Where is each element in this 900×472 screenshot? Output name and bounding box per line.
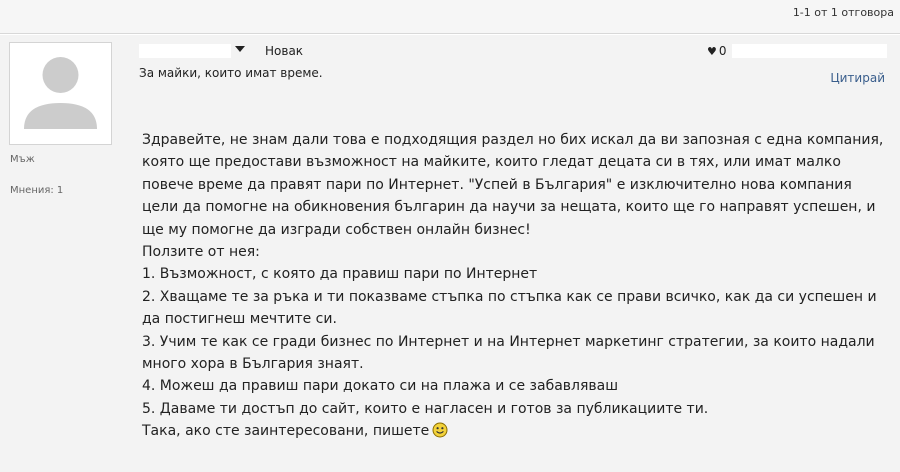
post-paragraph-benefit-1: 1. Възможност, с която да правиш пари по Интернет (142, 266, 538, 283)
author-rank: Новак (265, 44, 304, 58)
post-paragraph-benefit-4: 4. Можеш да правиш пари докато си на плажа и се забавляваш (142, 378, 619, 395)
smiley-icon (432, 422, 448, 445)
post-body (142, 129, 884, 446)
post-paragraph-benefit-5: 5. Даваме ти достъп до сайт, които е нагласен и готов за публикациите ти. (142, 400, 709, 417)
post-paragraph-benefit-2: 2. Хващаме те за ръка и ти показваме стъпка по стъпка как се прави всичко, как да си успешен и да постигнеш мечтите си. (142, 288, 877, 328)
thread-pagination-bar (0, 0, 900, 34)
author-username[interactable] (139, 44, 231, 58)
author-post-count: Мнения: 1 (10, 185, 64, 196)
forum-post (0, 35, 900, 472)
post-paragraph-closing (142, 420, 884, 445)
dropdown-arrow-icon[interactable] (235, 46, 245, 52)
post-paragraph-benefit-3: 3. Учим те как се гради бизнес по Интернет и на Интернет маркетинг стратегии, за които надали много хора в България знаят. (142, 333, 875, 373)
default-avatar-icon[interactable] (9, 42, 112, 145)
post-content (139, 35, 894, 472)
author-gender: Мъж (10, 154, 35, 165)
closing-text: Така, ако сте заинтересовани, пишете (142, 423, 430, 440)
like-counter[interactable] (707, 44, 727, 58)
post-paragraph-intro: Здравейте, не знам дали това е подходящия раздел но бих искал да ви запозная с една компания, която ще предостави възможност на майките, които гледат децата си в тях, или имат малко повече време да правят пари по Интернет. "Успей в България" е изключително нова компания цели да помогне на обикновения българин да научи за нещата, които ще го направят успешен, и ще му помогне да изгради собствен онлайн бизнес! (142, 132, 884, 238)
like-count-value: 0 (718, 44, 727, 58)
post-paragraph-benefits-heading: Ползите от нея: (142, 244, 260, 261)
post-date (732, 44, 887, 58)
author-panel (0, 35, 130, 472)
quote-button[interactable]: Цитирай (830, 71, 885, 85)
heart-icon[interactable]: ♥ (707, 45, 717, 58)
reply-count: 1-1 от 1 отговора (792, 6, 894, 19)
post-subject: За майки, които имат време. (139, 66, 323, 80)
